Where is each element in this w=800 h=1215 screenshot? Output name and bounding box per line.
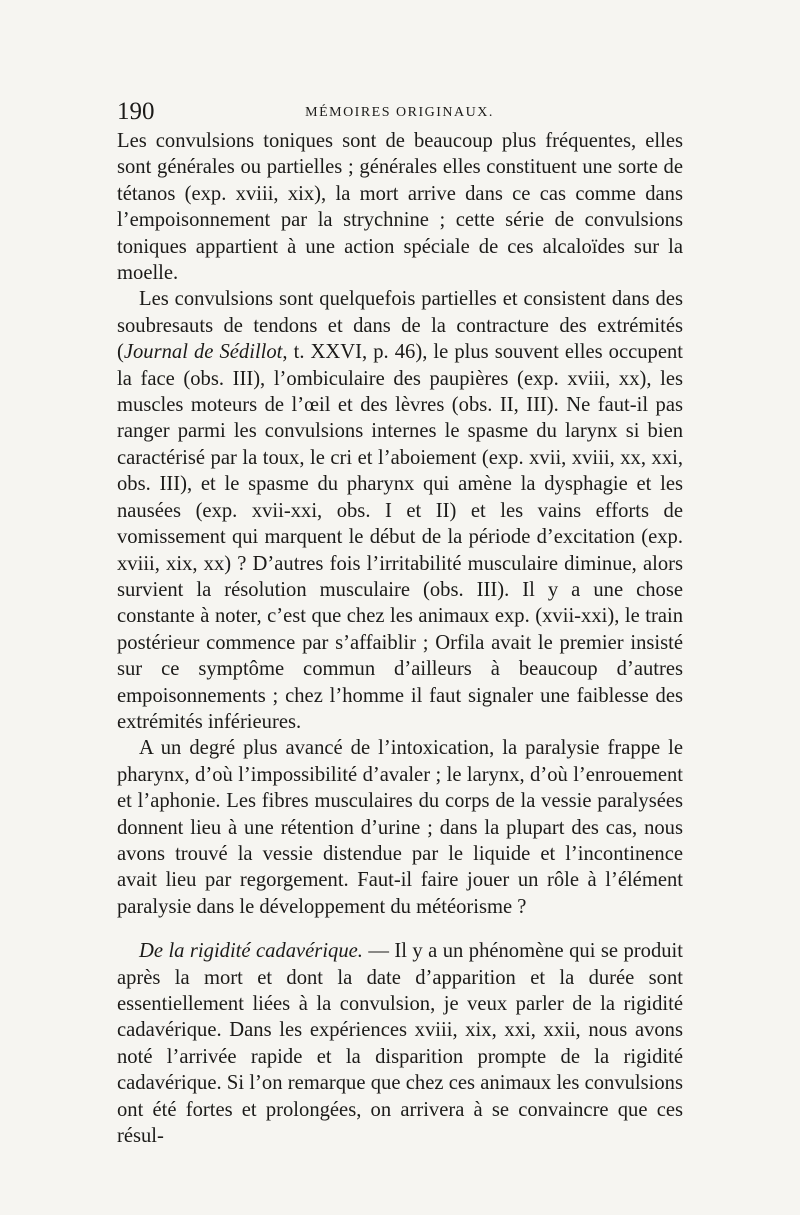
paragraph-partial-convulsions [117,286,683,735]
paragraph-text-after: , t. XXVI, p. 46), le plus souvent elles occupent la face (obs. III), l’ombiculaire des paupières (exp. xviii, xx), les muscles moteurs de l’œil et des lèvres (obs. II, III). Ne faut-il pas ranger parmi les convulsions internes le spasme du larynx si bien caractérisé par la toux, le cri et l’aboiement (exp. xvii, xviii, xx, xxi, obs. III), et le spasme du pharynx qui amène la dysphagie et les nausées (exp. xvii-xxi, obs. I et II) et les vains efforts de vomissement qui marquent le début de la période d’excitation (exp. xviii, xix, xx) ? D’autres fois l’irritabilité musculaire diminue, alors survient la résolution musculaire (obs. III). Il y a une chose constante à noter, c’est que chez les animaux exp. (xvii-xxi), le train postérieur commence par s’affaiblir ; Orfila avait le premier insisté sur ce symptôme commun d’ailleurs à beaucoup d’autres empoisonnements ; chez l’homme il faut signaler une faiblesse des extrémités inférieures. [117,341,683,733]
section-heading: De la rigidité cadavérique. [139,940,363,963]
journal-citation: Journal de Sédillot [123,341,283,364]
page-number: 190 [117,98,155,125]
section-break [117,920,683,938]
paragraph-text: — Il y a un phénomène qui se produit après la mort et dont la date d’apparition et la durée sont essentiellement liées à la convulsion, je veux parler de la rigidité cadavérique. Dans les expériences xviii, xix, xxi, xxii, nous avons noté l’arrivée rapide et la disparition prompte de la rigidité cadavérique. Si l’on remarque que chez ces animaux les convulsions ont été fortes et prolongées, on arrivera à se convaincre que ces résul- [117,940,683,1148]
paragraph-paralysis [117,735,683,920]
paragraph-text: Les convulsions toniques sont de beaucoup plus fréquentes, elles sont générales ou partielles ; générales elles constituent une sorte de tétanos (exp. xviii, xix), la mort arrive dans ce cas comme dans l’empoisonnement par la strychnine ; cette série de convulsions toniques appartient à une action spéciale de ces alcaloïdes sur la moelle. [117,130,683,285]
paragraph-text: A un degré plus avancé de l’intoxication, la paralysie frappe le pharynx, d’où l’impossibilité d’avaler ; le larynx, d’où l’enrouement et l’aphonie. Les fibres musculaires du corps de la vessie paralysées donnent lieu à une rétention d’urine ; dans la plupart des cas, nous avons trouvé la vessie distendue par le liquide et l’incontinence avait lieu par regorgement. Faut-il faire jouer un rôle à l’élément paralysie dans le développement du météorisme ? [117,737,683,918]
page-header [117,97,682,127]
paragraph-tonic-convulsions [117,128,683,286]
body-text [117,128,683,1149]
running-title: MÉMOIRES ORIGINAUX. [305,105,494,120]
paragraph-text-before: Les convulsions sont quelquefois partielles et consistent dans des soubresauts de tendons et dans de la contracture des extrémités ( [117,288,683,364]
paragraph-cadaveric-rigidity [117,938,683,1149]
